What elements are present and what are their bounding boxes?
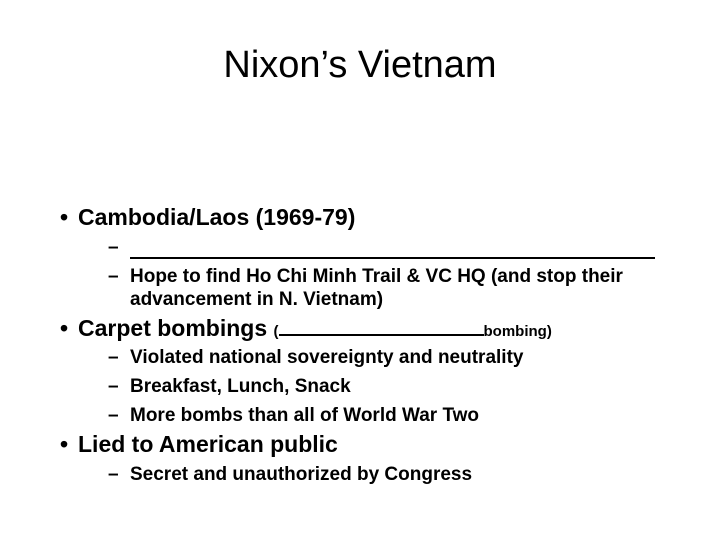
bullet-text: Carpet bombings (78, 315, 268, 341)
bullet-marker: • (60, 204, 69, 230)
subbullet-violated (108, 346, 690, 369)
subbullet-text: Secret and unauthorized by Congress (130, 464, 473, 485)
subbullet-secret (108, 463, 690, 486)
dash-marker: – (108, 376, 119, 397)
bullet-carpet-bombings (60, 315, 552, 342)
bullet-suffix-open: ( (273, 323, 279, 340)
dash-marker: – (108, 405, 119, 426)
dash-marker: – (108, 347, 119, 368)
subbullet-text: Hope to find Ho Chi Minh Trail & VC HQ (and stop their advancement in N. Vietnam) (130, 266, 623, 310)
bullet-marker: • (60, 315, 69, 341)
dash-marker: – (108, 464, 119, 485)
bullet-text: Lied to American public (78, 431, 338, 457)
bullet-text: Cambodia/Laos (1969-79) (78, 204, 356, 230)
fill-in-blank (279, 320, 484, 336)
subbullet-text: More bombs than all of World War Two (130, 405, 480, 426)
fill-in-blank (130, 238, 655, 259)
subbullet-breakfast (108, 375, 690, 398)
bullet-lied (60, 431, 338, 458)
dash-marker: – (108, 237, 119, 258)
subbullet-more-bombs (108, 404, 690, 427)
subbullet-blank (108, 236, 690, 259)
bullet-marker: • (60, 431, 69, 457)
slide-title: Nixon’s Vietnam (223, 44, 497, 86)
subbullet-hope-to-find (108, 265, 690, 311)
subbullet-text: Violated national sovereignty and neutrality (130, 347, 524, 368)
subbullet-text: Breakfast, Lunch, Snack (130, 376, 351, 397)
dash-marker: – (108, 266, 119, 287)
bullet-suffix-close: bombing) (483, 323, 552, 340)
bullet-cambodia-laos (60, 204, 356, 231)
